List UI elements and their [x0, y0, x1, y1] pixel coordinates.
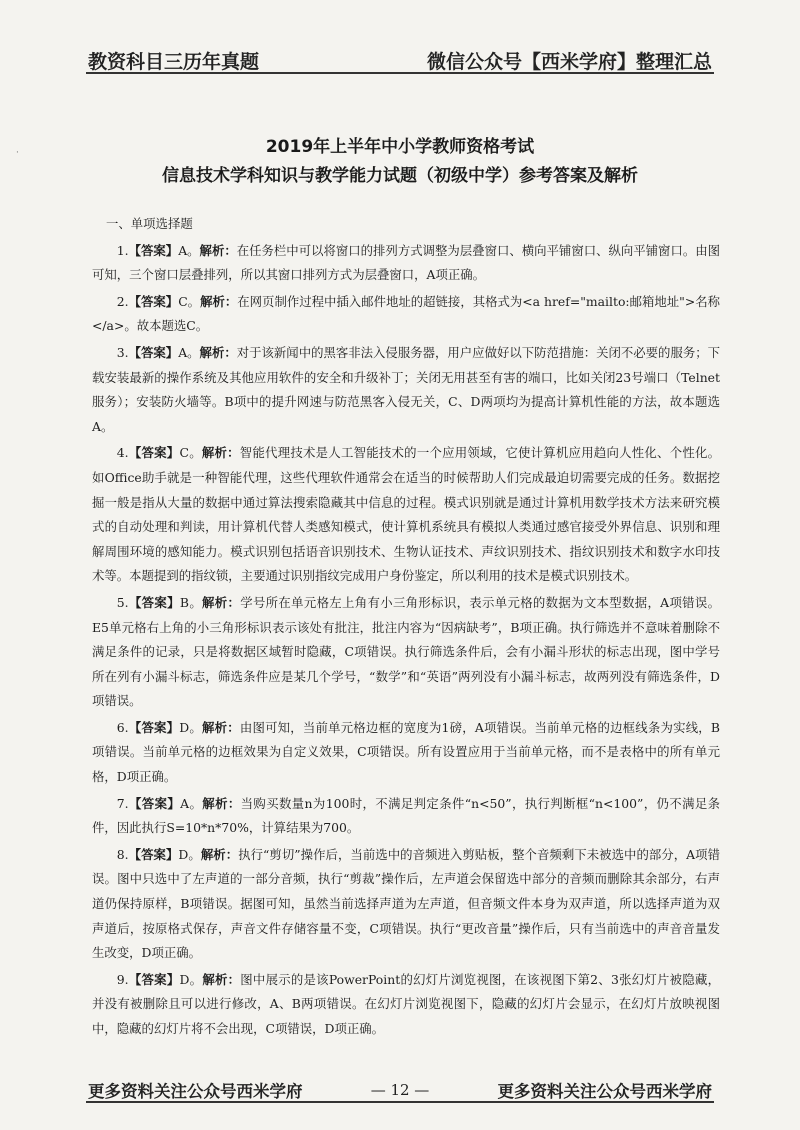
header-right-text: 微信公众号【西米学府】整理汇总: [426, 51, 712, 73]
answer-item: [92, 716, 720, 790]
answer-item: [92, 792, 720, 841]
analysis-text: 在任务栏中可以将窗口的排列方式调整为层叠窗口、横向平铺窗口、纵向平铺窗口。由图可知，三个窗口层叠排列，所以其窗口排列方式为层叠窗口，A项正确。: [92, 242, 721, 283]
question-number: 5.: [116, 594, 129, 610]
question-number: 4.: [116, 445, 129, 461]
analysis-text: 在网页制作过程中插入邮件地址的超链接，其格式为<a href="mailto:邮箱地址">名称</a>。故本题选C。: [92, 293, 721, 334]
question-number: 1.: [116, 242, 129, 258]
answer-mark: 【答案】: [128, 719, 180, 735]
answer-mark: 【答案】: [128, 795, 181, 811]
answer-item: [92, 341, 720, 439]
answer-mark: 【答案】: [128, 594, 180, 610]
answer-item: [92, 239, 720, 288]
footer-left-text: 更多资料关注公众号西米学府: [88, 1082, 303, 1101]
page-footer: [88, 1077, 712, 1103]
question-number: 2.: [116, 293, 129, 309]
page-number: — 12 —: [370, 1081, 430, 1099]
answer-item: [92, 843, 720, 966]
analysis-text: 当购买数量n为100时，不满足判定条件“n<50”，执行判断框“n<100”，仍不满足条件，因此执行S=10*n*70%，计算结果为700。: [92, 795, 721, 836]
answer-mark: 【答案】: [128, 971, 180, 987]
analysis-label: 解析：: [199, 344, 237, 360]
analysis-text: 对于该新闻中的黑客非法入侵服务器，用户应做好以下防范措施：关闭不必要的服务；下载安装最新的操作系统及其他应用软件的安全和升级补丁；关闭无用甚至有害的端口，比如关闭23号端口（Telnet服务）；安装防火墙等。B项中的提升网速与防范黑客入侵无关，C、D两项均为提高计算机性能的方法，故本题选A。: [92, 344, 721, 434]
answer-item: [92, 968, 720, 1042]
document-title-line1: 2019年上半年中小学教师资格考试: [265, 137, 535, 157]
header-left-text: 教资科目三历年真题: [88, 51, 260, 73]
analysis-label: 解析：: [200, 293, 238, 309]
answer-letter: A。: [180, 795, 203, 811]
answer-letter: D。: [178, 846, 201, 862]
answer-letter: B。: [179, 594, 203, 610]
analysis-text: 智能代理技术是人工智能技术的一个应用领域，它使计算机应用趋向人性化、个性化。如Office助手就是一种智能代理，这些代理软件通常会在适当的时候帮助人们完成最迫切需要完成的任务。数据挖掘一般是指从大量的数据中通过算法搜索隐藏其中信息的过程。模式识别就是通过计算机用数学技术方法来研究模式的自动处理和判读，用计算机代替人类感知模式，使计算机系统具有模拟人类通过感官接受外界信息、识别和理解周围环境的感知能力。模式识别包括语音识别技术、生物认证技术、声纹识别技术、指纹识别技术和数字水印技术等。本题提到的指纹锁，主要通过识别指纹完成用户身份鉴定，所以利用的技术是模式识别技术。: [92, 445, 721, 584]
analysis-text: 执行“剪切”操作后，当前选中的音频进入剪贴板，整个音频剩下未被选中的部分，A项错误。图中只选中了左声道的一部分音频，执行“剪裁”操作后，左声道会保留选中部分的音频而删除其余部分，右声道仍保持原样，B项错误。据图可知，虽然当前选择声道为左声道，但音频文件本身为双声道，所以选择声道为双声道后，按原格式保存，声音文件存储容量不变，C项错误。执行“更改音量”操作后，只有当前选中的声音音量发生改变，D项正确。: [92, 846, 721, 961]
question-number: 7.: [116, 795, 129, 811]
answer-letter: A。: [178, 242, 200, 258]
analysis-label: 解析：: [202, 971, 241, 987]
question-number: 8.: [116, 846, 129, 862]
answer-mark: 【答案】: [128, 293, 179, 309]
answer-letter: A。: [178, 344, 200, 360]
answer-mark: 【答案】: [128, 242, 179, 258]
analysis-label: 解析：: [201, 445, 240, 461]
analysis-text: 由图可知，当前单元格边框的宽度为1磅，A项错误。当前单元格的边框线条为实线，B项错误。当前单元格的边框效果为自定义效果，C项错误。所有设置应用于当前单元格，而不是表格中的所有单元格，D项正确。: [92, 719, 721, 785]
analysis-text: 学号所在单元格左上角有小三角形标识，表示单元格的数据为文本型数据，A项错误。E5单元格右上角的小三角形标识表示该处有批注，批注内容为“因病缺考”，B项正确。执行筛选并不意味着删除不满足条件的记录，只是将数据区域暂时隐藏，C项错误。执行筛选条件后，会有小漏斗形状的标志出现，图中学号所在列有小漏斗标志，筛选条件应是某几个学号，“数学”和“英语”两列没有小漏斗标志，故两列没有筛选条件，D项错误。: [92, 594, 721, 709]
analysis-label: 解析：: [202, 594, 241, 610]
answer-content: [92, 212, 720, 1044]
answer-mark: 【答案】: [128, 344, 179, 360]
question-number: 6.: [116, 719, 129, 735]
answer-mark: 【答案】: [128, 445, 180, 461]
answer-letter: D。: [179, 971, 203, 987]
question-list: [92, 239, 720, 1042]
answer-letter: C。: [178, 293, 201, 309]
document-title-line2: 信息技术学科知识与教学能力试题（初级中学）参考答案及解析: [162, 166, 638, 186]
analysis-text: 图中展示的是该PowerPoint的幻灯片浏览视图，在该视图下第2、3张幻灯片被隐藏，并没有被删除且可以进行修改，A、B两项错误。在幻灯片浏览视图下，隐藏的幻灯片会显示，在幻灯片放映视图中，隐藏的幻灯片将不会出现，C项错误，D项正确。: [92, 971, 721, 1036]
question-number: 9.: [116, 971, 129, 987]
analysis-label: 解析：: [199, 242, 237, 258]
answer-letter: C。: [179, 445, 202, 461]
question-number: 3.: [116, 344, 129, 360]
analysis-label: 解析：: [202, 795, 241, 811]
margin-mark: ·: [16, 148, 19, 158]
footer-right-text: 更多资料关注公众号西米学府: [497, 1082, 712, 1101]
section-heading: 一、单项选择题: [106, 216, 193, 231]
footer-rule: [86, 1101, 714, 1103]
answer-item: [92, 290, 720, 339]
answer-item: [92, 441, 720, 589]
answer-letter: D。: [179, 719, 203, 735]
answer-mark: 【答案】: [128, 846, 179, 862]
analysis-label: 解析：: [200, 846, 239, 862]
page-header: [88, 44, 712, 74]
analysis-label: 解析：: [202, 719, 240, 735]
header-rule: [86, 72, 714, 74]
answer-item: [92, 591, 720, 714]
